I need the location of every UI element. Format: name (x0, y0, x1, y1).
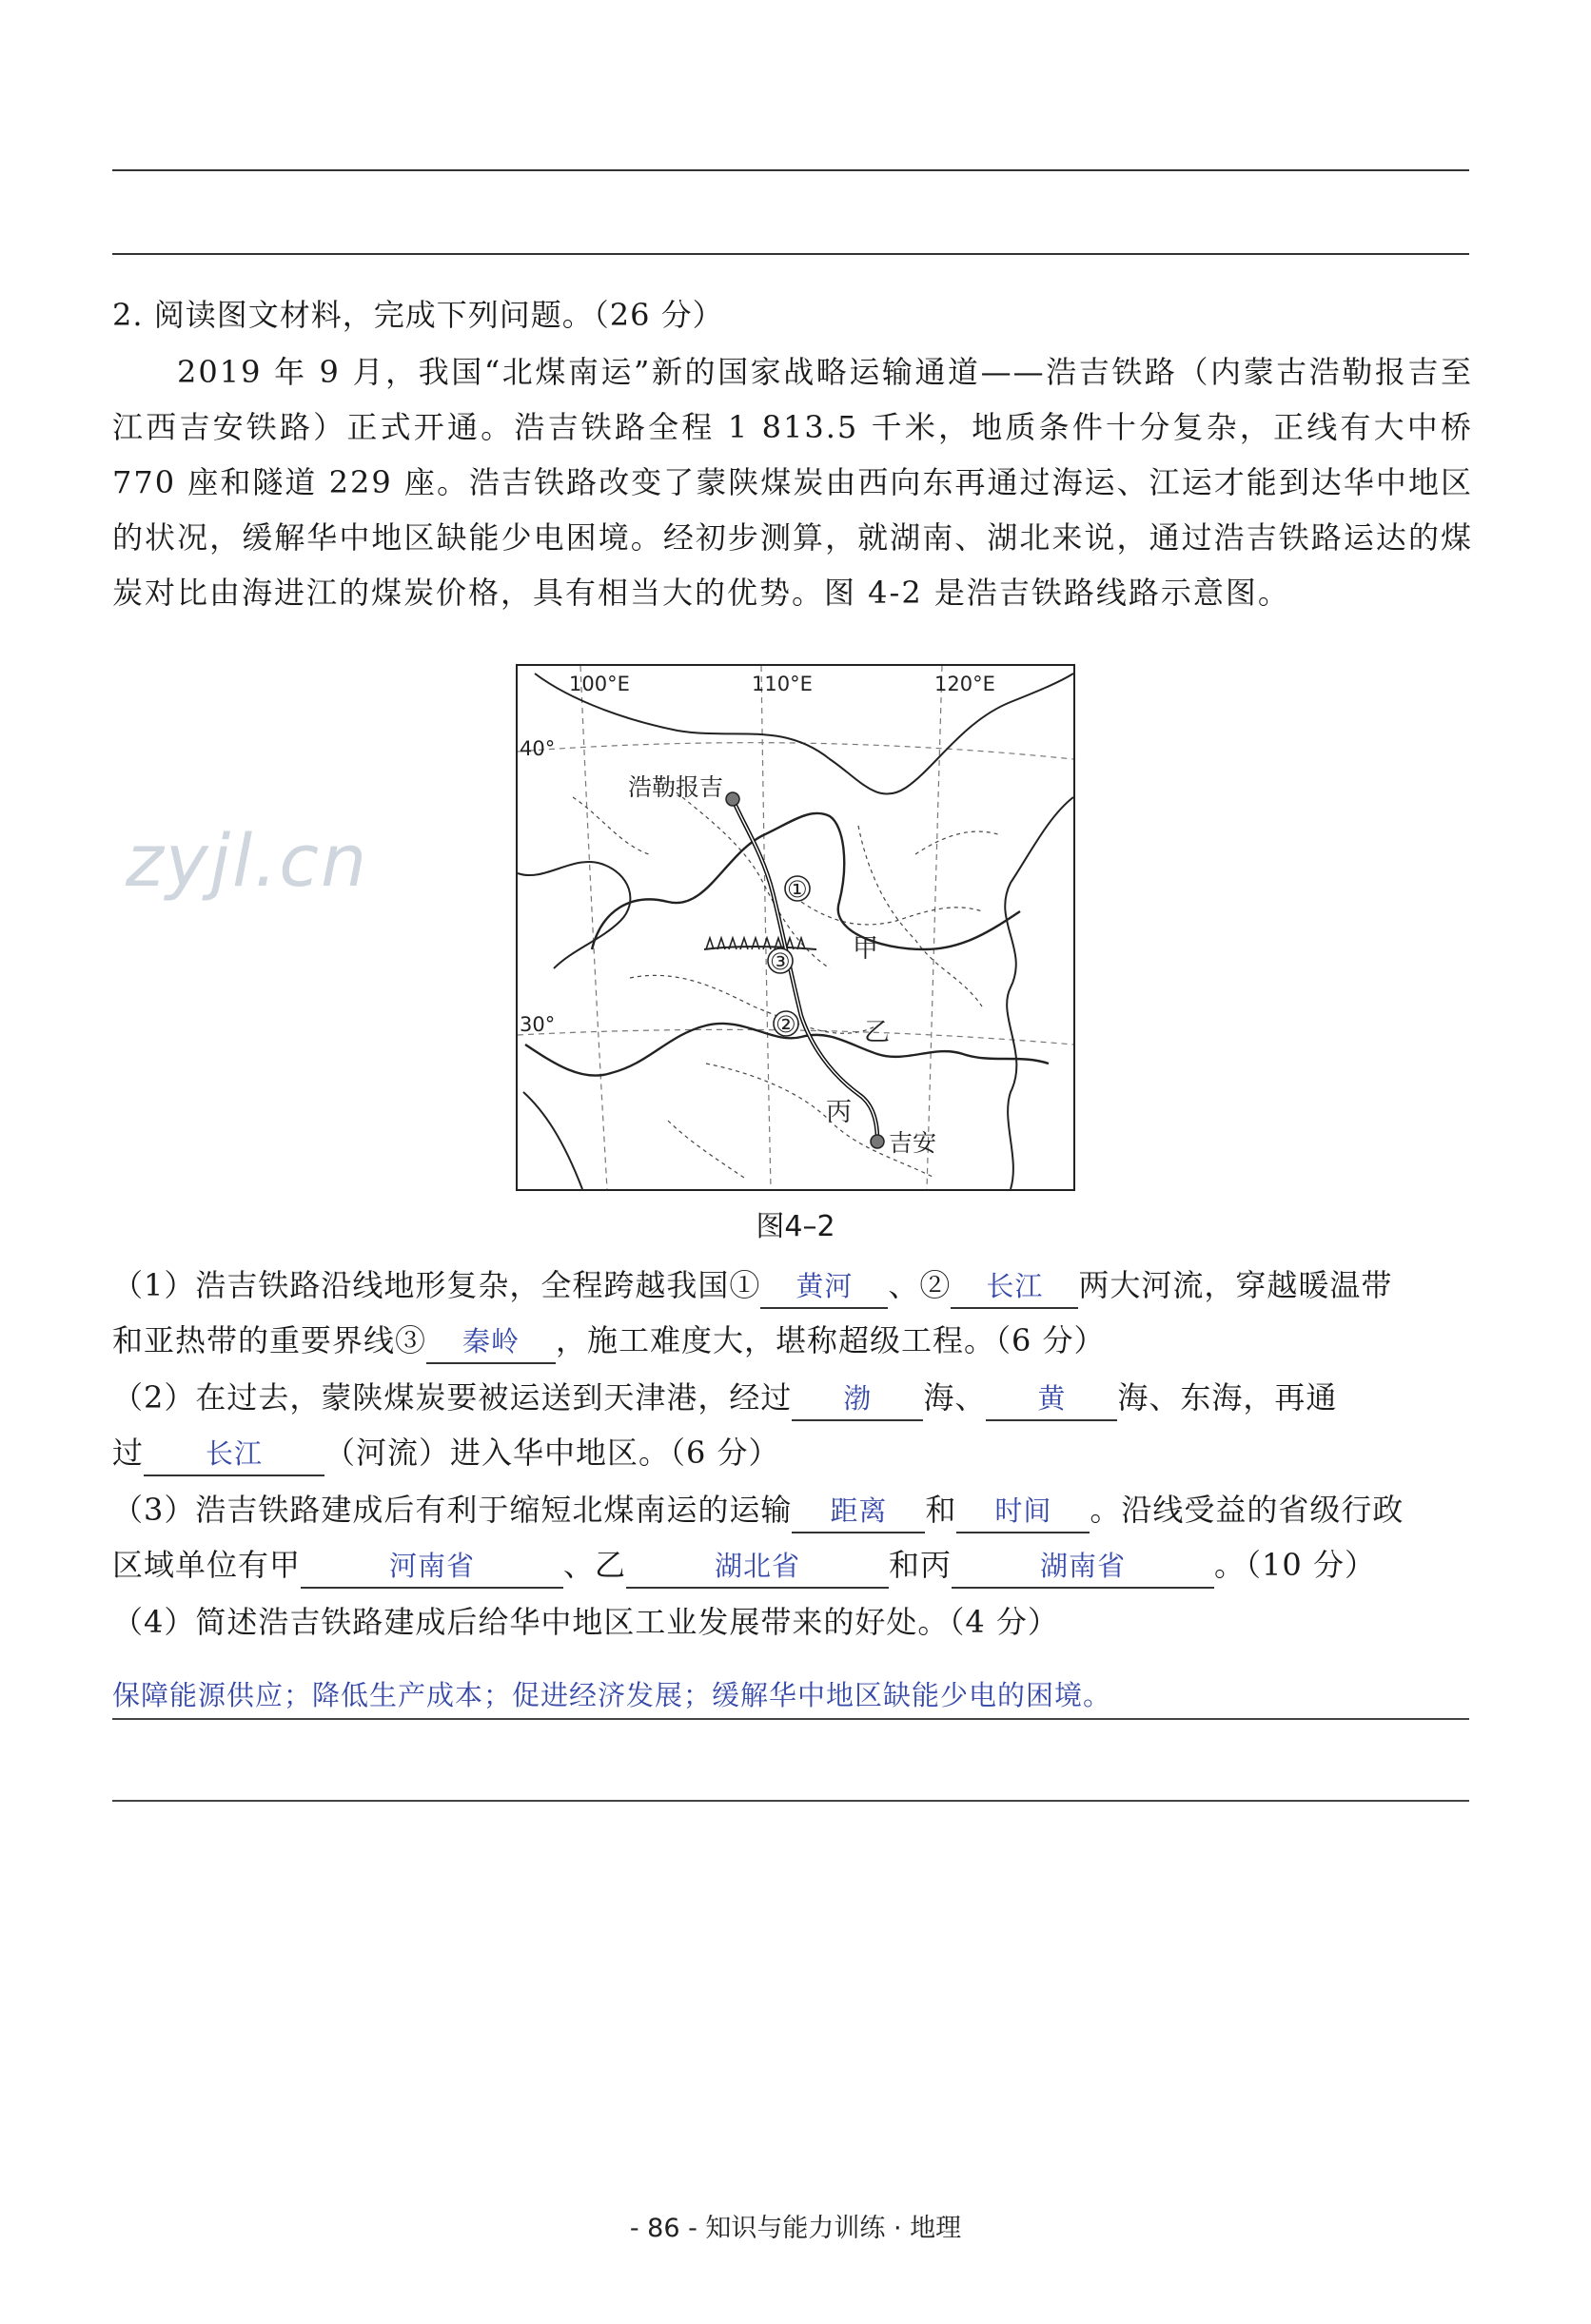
q2-text-1: （2）在过去，蒙陕煤炭要被运送到天津港，经过 (112, 1379, 793, 1416)
q2-text-2: 海、 (923, 1379, 987, 1416)
map-svg (516, 664, 1075, 1191)
q4-answer-line-1 (112, 1718, 1469, 1720)
q1-text-5: ，施工难度大，堪称超级工程。（6 分） (556, 1322, 1106, 1358)
answer-line-top-1 (112, 169, 1469, 171)
lat-label-40: 40° (520, 737, 556, 760)
q1-answer-qinling: 秦岭 (426, 1320, 556, 1364)
lon-label-100: 100°E (569, 673, 630, 695)
q1-answer-yangtze: 长江 (951, 1265, 1078, 1309)
subquestion-3-line-2 (112, 1537, 1473, 1592)
q1-text-4: 和亚热带的重要界线③ (112, 1322, 427, 1358)
q3-text-4: 区域单位有甲 (112, 1547, 302, 1583)
end-station-dot (871, 1135, 884, 1148)
q2-text-3: 海、东海，再通 (1117, 1379, 1338, 1416)
q3-text-3: 。沿线受益的省级行政 (1090, 1492, 1404, 1528)
railway-map (516, 664, 1075, 1191)
lon-label-110: 110°E (752, 673, 813, 695)
start-station-dot (726, 792, 739, 806)
q2-answer-huanghai: 黄 (986, 1377, 1117, 1421)
q3-text-1: （3）浩吉铁路建成后有利于缩短北煤南运的运输 (112, 1492, 793, 1528)
material-paragraph: 2019 年 9 月，我国“北煤南运”新的国家战略运输通道——浩吉铁路（内蒙古浩勒报吉至江西吉安铁路）正式开通。浩吉铁路全程 1 813.5 千米，地质条件十分复杂，正线有大中桥 770 座和隧道 229 座。浩吉铁路改变了蒙陕煤炭由西向东再通过海运、江运才能到达华中地区的状况，缓解华中地区缺能少电困境。经初步测算，就湖南、湖北来说，通过浩吉铁路运达的煤炭对比由海进江的煤炭价格，具有相当大的优势。图 4-2 是浩吉铁路线路示意图。 (112, 354, 1473, 611)
end-station-label: 吉安 (889, 1129, 937, 1157)
q1-answer-yellow-river: 黄河 (760, 1265, 888, 1309)
answer-line-top-2 (112, 253, 1469, 255)
start-station-label: 浩勒报吉 (628, 773, 724, 801)
q3-answer-henan: 河南省 (301, 1545, 563, 1589)
subquestion-3 (112, 1482, 1473, 1592)
q3-answer-time: 时间 (956, 1490, 1090, 1533)
region-yi: 乙 (864, 1018, 890, 1047)
watermark: zyjl.cn (126, 818, 369, 903)
question-heading (112, 291, 724, 335)
marker-1: ① (787, 876, 808, 903)
q2-answer-changjiang: 长江 (144, 1433, 324, 1476)
q3-text-5: 、乙 (563, 1547, 627, 1583)
subquestion-2 (112, 1370, 1473, 1480)
q1-text-1: （1）浩吉铁路沿线地形复杂，全程跨越我国① (112, 1267, 761, 1303)
map-caption: 图4–2 (756, 1210, 835, 1243)
subquestion-2-line-2 (112, 1425, 1473, 1480)
q1-text-3: 两大河流，穿越暖温带 (1078, 1267, 1393, 1303)
subquestion-4 (112, 1594, 1473, 1650)
q2-answer-bohai: 渤 (792, 1377, 923, 1421)
q2-text-4: 过 (112, 1435, 145, 1471)
subquestion-2-line-1 (112, 1370, 1473, 1425)
page-footer: - 86 - 知识与能力训练 · 地理 (629, 2214, 962, 2243)
region-bing: 丙 (826, 1098, 852, 1127)
q4-answer-line-2 (112, 1800, 1469, 1802)
subquestion-1-line-1 (112, 1258, 1473, 1313)
q3-text-7: 。（10 分） (1214, 1547, 1376, 1583)
q2-text-5: （河流）进入华中地区。（6 分） (324, 1435, 780, 1471)
subquestion-1 (112, 1258, 1473, 1368)
question-instruction: 阅读图文材料，完成下列问题。（26 分） (153, 297, 724, 333)
lat-label-30: 30° (520, 1013, 556, 1036)
q3-answer-distance: 距离 (792, 1490, 925, 1533)
q3-text-2: 和 (925, 1492, 957, 1528)
q3-answer-hubei: 湖北省 (626, 1545, 889, 1589)
q4-text-1: （4）简述浩吉铁路建成后给华中地区工业发展带来的好处。（4 分） (112, 1604, 1059, 1640)
q3-answer-hunan: 湖南省 (952, 1545, 1214, 1589)
marker-3: ③ (770, 948, 791, 975)
lon-label-120: 120°E (934, 673, 995, 695)
q4-answer: 保障能源供应；降低生产成本；促进经济发展；缓解华中地区缺能少电的困境。 (112, 1679, 1112, 1711)
q3-text-6: 和丙 (889, 1547, 953, 1583)
question-number: 2. (112, 297, 144, 333)
region-jia: 甲 (853, 934, 878, 964)
subquestion-3-line-1 (112, 1482, 1473, 1537)
marker-2: ② (776, 1011, 796, 1038)
subquestion-1-line-2 (112, 1313, 1473, 1368)
q1-text-2: 、② (888, 1267, 952, 1303)
